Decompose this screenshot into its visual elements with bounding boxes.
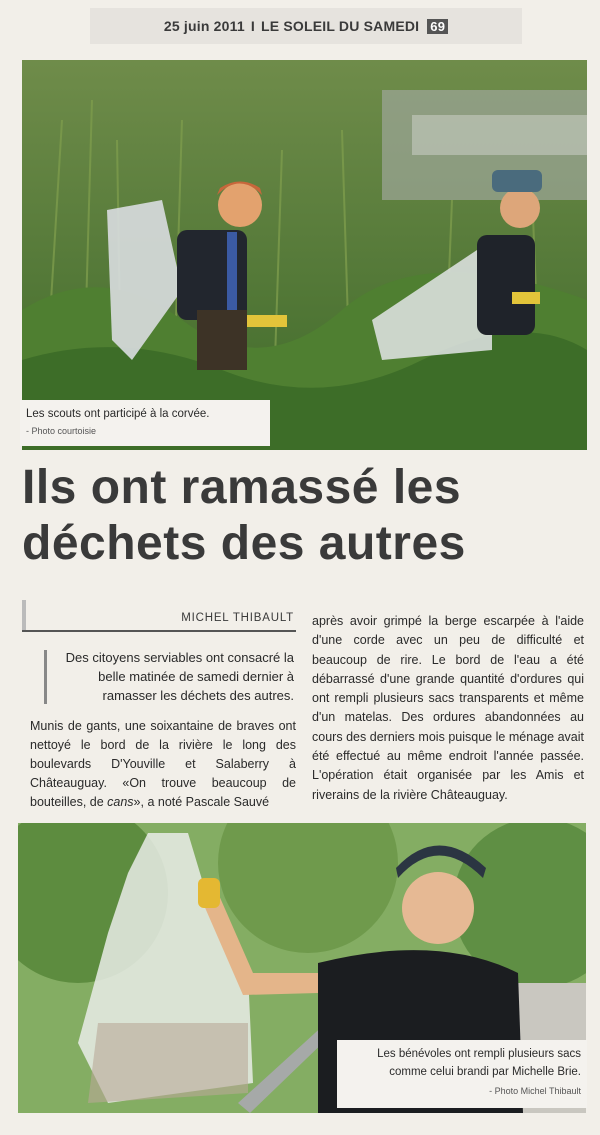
photo-credit: - Photo courtoisie bbox=[26, 426, 97, 436]
byline: MICHEL THIBAULT bbox=[181, 612, 294, 624]
article-headline bbox=[22, 460, 592, 572]
photo-caption-top bbox=[20, 400, 270, 446]
article-lead: Des citoyens serviables ont consacré la belle matinée de samedi dernier à ramasser les déchets des autres. bbox=[65, 650, 294, 703]
body-text: Munis de gants, une soixantaine de braves ont nettoyé le bord de la rivière le long des boulevards D'Youville et Salaberry à Châteauguay. «On trouve beaucoup de bouteilles, de bbox=[30, 719, 296, 809]
body-italic-word: cans bbox=[107, 795, 134, 809]
photo-credit: - Photo Michel Thibault bbox=[489, 1086, 581, 1096]
header-separator: I bbox=[250, 18, 255, 34]
article-body-column-2: après avoir grimpé la berge escarpée à l'aide d'une corde avec un peu de difficulté et beaucoup de rire. Le bord de l'eau a été débarrassé d'une grande quantité d'ordures qui ont rempli plusieurs sacs transparents et même d'un matelas. Des ordures abandonnées au cours des derniers mois puisque le ménage avait été effectué au même endroit l'année passée. L'opération était organisée par les Amis et riverains de la rivière Châteauguay. bbox=[312, 614, 584, 802]
page-number: 69 bbox=[427, 19, 448, 34]
scouts-photo-illustration bbox=[22, 60, 587, 450]
caption-line-2: comme celui brandi par Michelle Brie. bbox=[389, 1066, 581, 1078]
scouts-photo bbox=[22, 60, 587, 450]
byline-divider bbox=[22, 630, 296, 632]
headline-line-1: Ils ont ramassé les bbox=[22, 461, 462, 514]
byline-accent bbox=[22, 600, 26, 630]
article-body-column-1 bbox=[30, 717, 296, 812]
body-text-end: », a noté Pascale Sauvé bbox=[133, 795, 270, 809]
photo-caption-bottom bbox=[337, 1040, 587, 1108]
lead-accent-bar bbox=[44, 650, 47, 704]
header-publication: LE SOLEIL DU SAMEDI bbox=[260, 18, 420, 34]
headline-line-2: déchets des autres bbox=[22, 517, 466, 570]
caption-line-1: Les bénévoles ont rempli plusieurs sacs bbox=[377, 1048, 581, 1060]
newspaper-header bbox=[90, 8, 522, 44]
header-date: 25 juin 2011 bbox=[163, 18, 245, 34]
caption-text: Les scouts ont participé à la corvée. bbox=[26, 408, 210, 420]
